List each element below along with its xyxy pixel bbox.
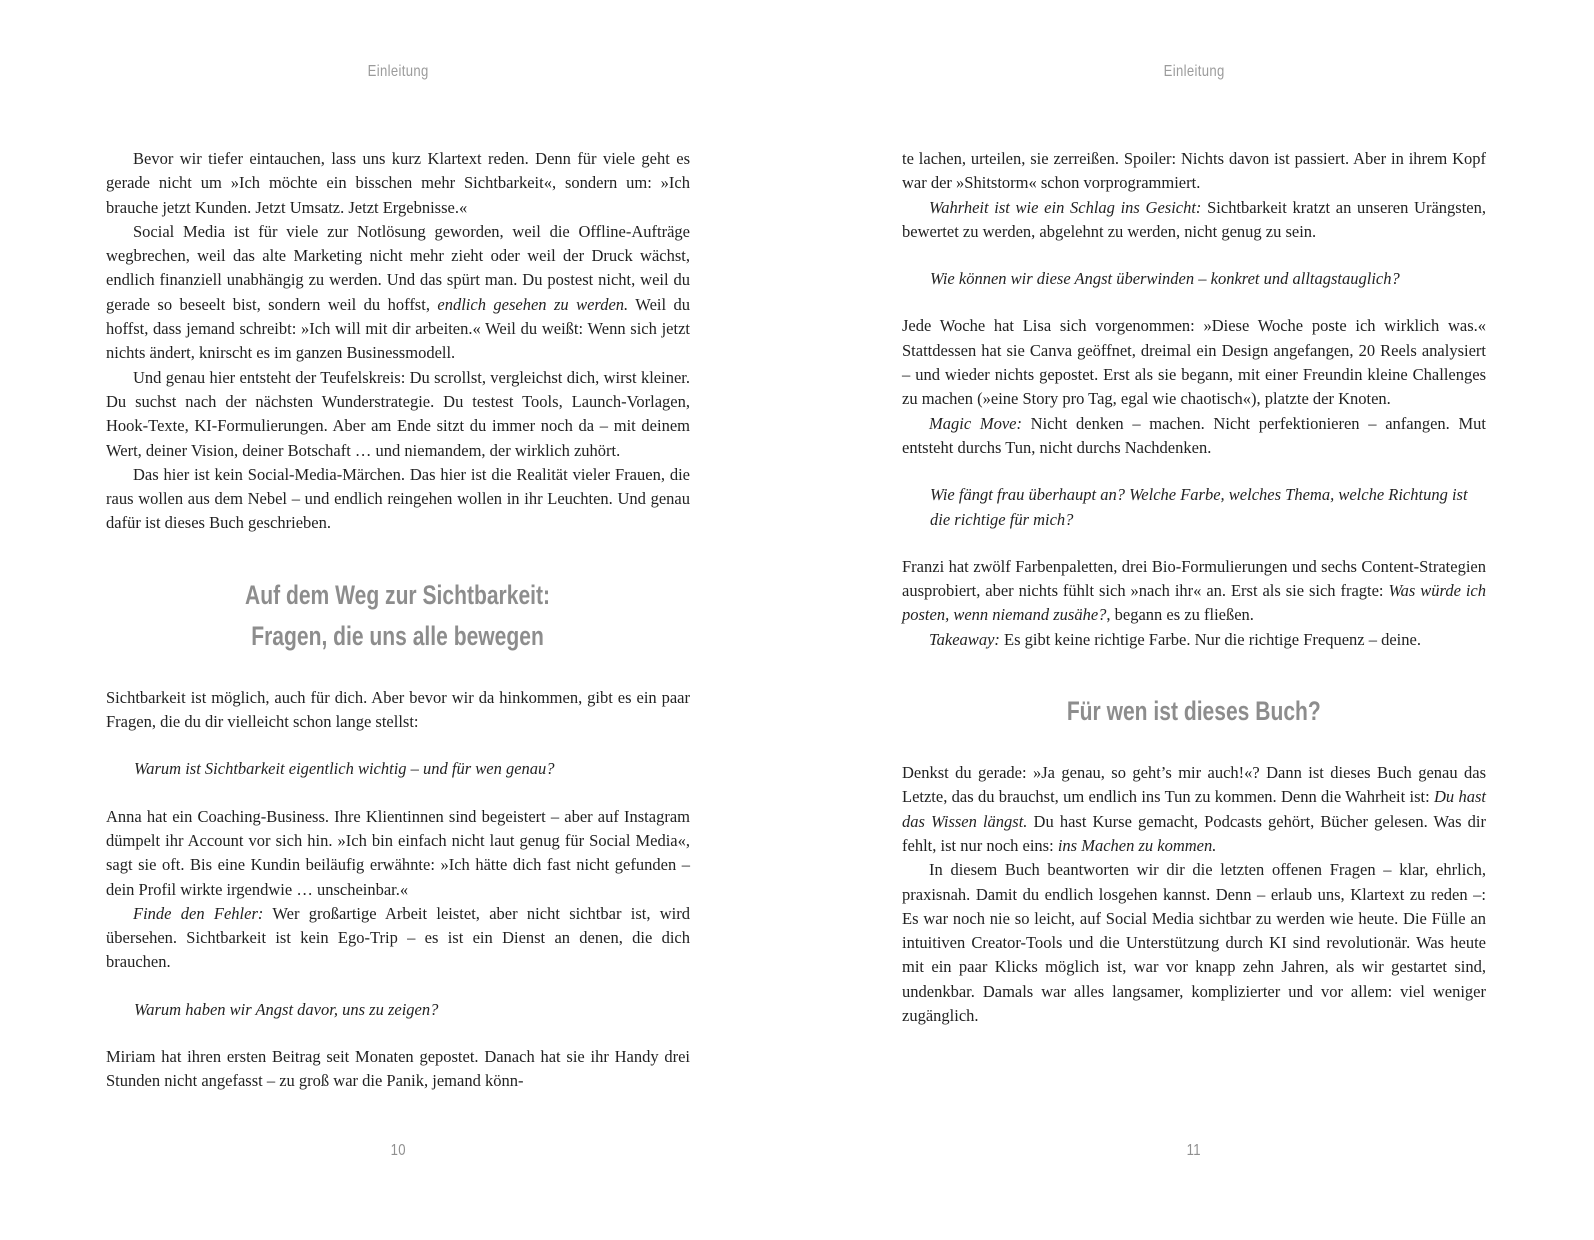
section-heading-text: Für wen ist dieses Buch?	[1067, 696, 1321, 727]
italic-text: Du hast das Wissen längst.	[902, 787, 1486, 831]
body-paragraph	[902, 412, 1486, 461]
body-text: Bevor wir tiefer eintauchen, lass uns kurz Klartext reden. Denn für viele geht es gerade nicht um »Ich möchte ein bisschen mehr Sichtbarkeit«, sondern um: »Ich brauche jetzt Kunden. Jetzt Umsatz. Jetzt Ergebnisse.«	[106, 149, 690, 217]
page-body	[902, 147, 1486, 1028]
body-paragraph	[106, 147, 690, 220]
body-paragraph	[902, 196, 1486, 245]
body-text: Wer großartige Arbeit leistet, aber nicht sichtbar ist, wird übersehen. Sichtbarkeit ist kein Ego-Trip – es ist ein Dienst an denen, die dich brauchen.	[106, 903, 690, 972]
running-head-text: Einleitung	[367, 63, 429, 80]
question-paragraph	[134, 998, 690, 1022]
body-paragraph	[902, 147, 1486, 196]
body-text: Nicht denken – machen. Nicht perfektionieren – anfangen. Mut entsteht durchs Tun, nicht durchs Nachdenken.	[902, 413, 1486, 457]
body-paragraph	[902, 314, 1486, 411]
running-head	[106, 62, 690, 81]
body-paragraph	[902, 858, 1486, 1028]
body-text: Sichtbarkeit kratzt an unseren Urängsten, bewertet zu werden, abgelehnt zu werden, nicht genug zu sein.	[902, 197, 1486, 241]
question-paragraph	[930, 483, 1486, 532]
body-paragraph	[106, 220, 690, 366]
italic-text: Warum ist Sichtbarkeit eigentlich wichtig – und für wen genau?	[134, 759, 555, 779]
body-paragraph	[902, 555, 1486, 628]
page-number	[902, 1141, 1486, 1160]
body-paragraph	[106, 686, 690, 735]
body-text: Du hast Kurse gemacht, Podcasts gehört, Bücher gelesen. Was dir fehlt, ist nur noch eins:	[902, 811, 1486, 855]
section-heading	[902, 691, 1486, 732]
body-text: Franzi hat zwölf Farbenpaletten, drei Bio-Formulierungen und sechs Content-Strategien ausprobiert, aber nichts fühlt sich »nach ihr« an. Erst als sie sich fragte:	[902, 556, 1486, 601]
body-paragraph	[902, 761, 1486, 858]
italic-text: ins Machen zu kommen.	[1057, 835, 1217, 855]
italic-text: Takeaway:	[929, 629, 1000, 649]
italic-text: Finde den Fehler:	[133, 903, 264, 923]
italic-text: Wie können wir diese Angst überwinden – konkret und alltagstauglich?	[930, 269, 1400, 289]
body-paragraph	[106, 366, 690, 463]
body-text: , begann es zu fließen.	[1106, 605, 1254, 625]
body-text: Weil du hoffst, dass jemand schreibt: »Ich will mit dir arbeiten.« Weil du weißt: Wenn sich jetzt nichts ändert, knirscht es im ganzen Businessmodell.	[106, 294, 690, 363]
page-number-text: 11	[1186, 1142, 1202, 1159]
body-text: Denkst du gerade: »Ja genau, so geht’s mir auch!«? Dann ist dieses Buch genau das Letzte, das du brauchst, um endlich ins Tun zu kommen. Denn die Wahrheit ist:	[902, 763, 1486, 807]
italic-text: Magic Move:	[929, 413, 1022, 433]
body-text: Sichtbarkeit ist möglich, auch für dich. Aber bevor wir da hinkommen, gibt es ein paar Fragen, die du dir vielleicht schon lange stellst:	[106, 687, 690, 732]
body-paragraph	[106, 902, 690, 975]
page-left	[106, 0, 690, 1240]
running-head-text: Einleitung	[1163, 63, 1225, 80]
body-paragraph	[106, 805, 690, 902]
page-right	[902, 0, 1486, 1240]
section-heading-text: Auf dem Weg zur Sichtbarkeit: Fragen, die uns alle bewegen	[245, 579, 551, 651]
section-heading	[106, 575, 690, 657]
italic-text: Was würde ich posten, wenn niemand zusähe?	[902, 581, 1486, 625]
italic-text: endlich gesehen zu werden.	[437, 294, 629, 314]
body-text: Miriam hat ihren ersten Beitrag seit Monaten gepostet. Danach hat sie ihr Handy drei Stunden nicht angefasst – zu groß war die Panik, jemand könn-	[106, 1047, 690, 1091]
italic-text: Wahrheit ist wie ein Schlag ins Gesicht:	[929, 197, 1202, 217]
body-text: Und genau hier entsteht der Teufelskreis: Du scrollst, vergleichst dich, wirst kleiner. Du suchst nach der nächsten Wunderstrategie. Du testest Tools, Launch-Vorlagen, Hook-Texte, KI-Formulierungen. Aber am Ende sitzt du immer noch da – mit deinem Wert, deiner Vision, deiner Botschaft … und niemandem, der wirklich zuhört.	[106, 367, 690, 460]
body-text: In diesem Buch beantworten wir dir die letzten offenen Fragen – klar, ehrlich, praxisnah. Damit du endlich losgehen kannst. Denn – erlaub uns, Klartext zu reden –: Es war noch nie so leicht, auf Social Media sichtbar zu werden wie heute. Die Fülle an intuitiven Creator-Tools und die Unterstützung durch KI sind revolutionär. Was heute mit ein paar Klicks möglich ist, war vor knapp zehn Jahren, als wir gestartet sind, undenkbar. Damals war alles langsamer, komplizierter und vor allem: viel weniger zugänglich.	[902, 860, 1486, 1026]
page-body	[106, 147, 690, 1094]
body-text: Es gibt keine richtige Farbe. Nur die richtige Frequenz – deine.	[999, 629, 1421, 649]
body-text: te lachen, urteilen, sie zerreißen. Spoiler: Nichts davon ist passiert. Aber in ihrem Kopf war der »Shitstorm« schon vorprogrammiert.	[902, 149, 1486, 193]
body-text: Anna hat ein Coaching-Business. Ihre Klientinnen sind begeistert – aber auf Instagram dümpelt ihr Account vor sich hin. »Ich bin einfach nicht laut genug für Social Media«, sagt sie oft. Bis eine Kundin beiläufig erwähnte: »Ich hätte dich fast nicht gefunden – dein Profil wirkte irgendwie … unscheinbar.«	[106, 806, 690, 899]
page-number	[106, 1141, 690, 1160]
running-head	[902, 62, 1486, 81]
body-text: Social Media ist für viele zur Notlösung geworden, weil die Offline-Aufträge wegbrechen, weil das alte Marketing nicht mehr zieht oder weil der Druck wächst, endlich finanziell unabhängig zu werden. Und das spürt man. Du postest nicht, weil du gerade so beseelt bist, sondern weil du hoffst,	[106, 221, 690, 314]
body-text: Jede Woche hat Lisa sich vorgenommen: »Diese Woche poste ich wirklich was.« Stattdessen hat sie Canva geöffnet, dreimal ein Design angefangen, 20 Reels analysiert – und wieder nichts gepostet. Erst als sie begann, mit einer Freundin kleine Challenges zu machen (»eine Story pro Tag, egal wie chaotisch«), platzte der Knoten.	[902, 316, 1486, 409]
body-paragraph	[106, 1045, 690, 1094]
italic-text: Warum haben wir Angst davor, uns zu zeigen?	[134, 999, 439, 1019]
question-paragraph	[134, 757, 690, 781]
italic-text: Wie fängt frau überhaupt an? Welche Farbe, welches Thema, welche Richtung ist die richtige für mich?	[930, 485, 1468, 529]
body-text: Das hier ist kein Social-Media-Märchen. Das hier ist die Realität vieler Frauen, die raus wollen aus dem Nebel – und endlich reingehen wollen in ihr Leuchten. Und genau dafür ist dieses Buch geschrieben.	[106, 464, 690, 533]
page-number-text: 10	[390, 1142, 406, 1159]
body-paragraph	[902, 628, 1486, 652]
question-paragraph	[930, 267, 1486, 291]
body-paragraph	[106, 463, 690, 536]
